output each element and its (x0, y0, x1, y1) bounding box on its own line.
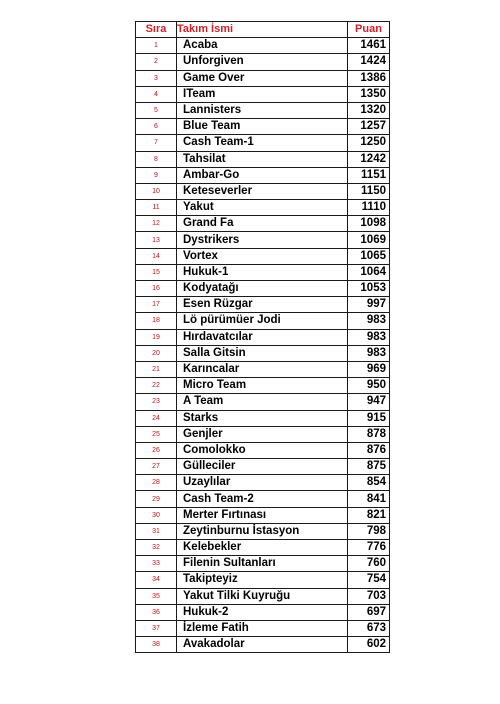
table-row (136, 281, 390, 297)
table-row (136, 588, 390, 604)
points-cell: 798 (348, 523, 390, 539)
rank-cell: 5 (136, 102, 177, 118)
rank-cell: 37 (136, 620, 177, 636)
table-row (136, 378, 390, 394)
rank-cell: 3 (136, 70, 177, 86)
rank-cell: 2 (136, 54, 177, 70)
team-name-cell: Dystrikers (177, 232, 348, 248)
points-cell: 1150 (348, 183, 390, 199)
points-cell: 1386 (348, 70, 390, 86)
team-name-cell: Filenin Sultanları (177, 556, 348, 572)
points-cell: 754 (348, 572, 390, 588)
points-cell: 1250 (348, 135, 390, 151)
points-cell: 983 (348, 345, 390, 361)
rank-cell: 26 (136, 442, 177, 458)
team-name-cell: Avakadolar (177, 637, 348, 653)
table-row (136, 264, 390, 280)
table-row (136, 459, 390, 475)
table-row (136, 248, 390, 264)
table-row (136, 70, 390, 86)
rank-cell: 19 (136, 329, 177, 345)
rank-cell: 30 (136, 507, 177, 523)
table-row (136, 216, 390, 232)
table-row (136, 394, 390, 410)
team-name-cell: Game Over (177, 70, 348, 86)
points-cell: 697 (348, 604, 390, 620)
rank-cell: 6 (136, 119, 177, 135)
points-cell: 841 (348, 491, 390, 507)
table-row (136, 410, 390, 426)
team-name-cell: Vortex (177, 248, 348, 264)
rank-cell: 31 (136, 523, 177, 539)
points-cell: 1065 (348, 248, 390, 264)
table-row (136, 119, 390, 135)
rank-cell: 10 (136, 183, 177, 199)
rank-cell: 18 (136, 313, 177, 329)
rank-cell: 24 (136, 410, 177, 426)
team-name-cell: Salla Gitsin (177, 345, 348, 361)
team-name-cell: Hukuk-2 (177, 604, 348, 620)
table-row (136, 523, 390, 539)
team-name-cell: Cash Team-1 (177, 135, 348, 151)
team-column-header: Takım İsmi (177, 22, 348, 38)
team-name-cell: Hukuk-1 (177, 264, 348, 280)
rank-cell: 36 (136, 604, 177, 620)
rank-cell: 8 (136, 151, 177, 167)
team-name-cell: Micro Team (177, 378, 348, 394)
points-cell: 1350 (348, 86, 390, 102)
points-cell: 983 (348, 329, 390, 345)
rank-cell: 34 (136, 572, 177, 588)
table-row (136, 232, 390, 248)
rank-cell: 21 (136, 361, 177, 377)
team-name-cell: Ambar-Go (177, 167, 348, 183)
rank-cell: 9 (136, 167, 177, 183)
rank-cell: 38 (136, 637, 177, 653)
table-row (136, 345, 390, 361)
standings-table (135, 21, 390, 653)
table-row (136, 86, 390, 102)
team-name-cell: Yakut Tilki Kuyruğu (177, 588, 348, 604)
team-name-cell: Karıncalar (177, 361, 348, 377)
table-row (136, 442, 390, 458)
team-name-cell: Gülleciler (177, 459, 348, 475)
rank-cell: 14 (136, 248, 177, 264)
table-row (136, 361, 390, 377)
team-name-cell: A Team (177, 394, 348, 410)
team-name-cell: Kelebekler (177, 540, 348, 556)
points-column-header: Puan (348, 22, 390, 38)
table-body (136, 38, 390, 653)
table-row (136, 556, 390, 572)
table-row (136, 604, 390, 620)
table-row (136, 135, 390, 151)
team-name-cell: Yakut (177, 200, 348, 216)
rank-cell: 7 (136, 135, 177, 151)
table-row (136, 329, 390, 345)
table-row (136, 507, 390, 523)
points-cell: 969 (348, 361, 390, 377)
team-name-cell: Comolokko (177, 442, 348, 458)
points-cell: 760 (348, 556, 390, 572)
team-name-cell: Esen Rüzgar (177, 297, 348, 313)
rank-cell: 32 (136, 540, 177, 556)
rank-cell: 13 (136, 232, 177, 248)
points-cell: 1424 (348, 54, 390, 70)
points-cell: 983 (348, 313, 390, 329)
team-name-cell: Takipteyiz (177, 572, 348, 588)
table-row (136, 297, 390, 313)
team-name-cell: Genjler (177, 426, 348, 442)
points-cell: 875 (348, 459, 390, 475)
points-cell: 1098 (348, 216, 390, 232)
team-name-cell: İzleme Fatih (177, 620, 348, 636)
points-cell: 703 (348, 588, 390, 604)
team-name-cell: Grand Fa (177, 216, 348, 232)
rank-cell: 12 (136, 216, 177, 232)
table-row (136, 183, 390, 199)
table-row (136, 620, 390, 636)
rank-cell: 29 (136, 491, 177, 507)
team-name-cell: Cash Team-2 (177, 491, 348, 507)
team-name-cell: Keteseverler (177, 183, 348, 199)
table-row (136, 54, 390, 70)
team-name-cell: Kodyatağı (177, 281, 348, 297)
table-row (136, 540, 390, 556)
points-cell: 915 (348, 410, 390, 426)
rank-cell: 20 (136, 345, 177, 361)
points-cell: 673 (348, 620, 390, 636)
table-row (136, 475, 390, 491)
table-row (136, 38, 390, 54)
team-name-cell: Lannisters (177, 102, 348, 118)
table-row (136, 572, 390, 588)
team-name-cell: ITeam (177, 86, 348, 102)
points-cell: 1151 (348, 167, 390, 183)
table-row (136, 200, 390, 216)
points-cell: 947 (348, 394, 390, 410)
rank-cell: 35 (136, 588, 177, 604)
team-name-cell: Lö pürümüer Jodi (177, 313, 348, 329)
table-row (136, 491, 390, 507)
rank-cell: 11 (136, 200, 177, 216)
team-name-cell: Blue Team (177, 119, 348, 135)
team-name-cell: Acaba (177, 38, 348, 54)
team-name-cell: Merter Fırtınası (177, 507, 348, 523)
points-cell: 1320 (348, 102, 390, 118)
rank-cell: 27 (136, 459, 177, 475)
points-cell: 1053 (348, 281, 390, 297)
team-name-cell: Unforgiven (177, 54, 348, 70)
rank-cell: 16 (136, 281, 177, 297)
table-row (136, 313, 390, 329)
table-row (136, 151, 390, 167)
team-name-cell: Starks (177, 410, 348, 426)
rank-cell: 33 (136, 556, 177, 572)
rank-cell: 17 (136, 297, 177, 313)
points-cell: 876 (348, 442, 390, 458)
points-cell: 821 (348, 507, 390, 523)
team-name-cell: Zeytinburnu İstasyon (177, 523, 348, 539)
table-row (136, 637, 390, 653)
table-row (136, 102, 390, 118)
rank-cell: 15 (136, 264, 177, 280)
points-cell: 1069 (348, 232, 390, 248)
table-header-row (136, 22, 390, 38)
points-cell: 776 (348, 540, 390, 556)
rank-cell: 28 (136, 475, 177, 491)
points-cell: 1242 (348, 151, 390, 167)
points-cell: 878 (348, 426, 390, 442)
points-cell: 950 (348, 378, 390, 394)
points-cell: 1257 (348, 119, 390, 135)
rank-cell: 1 (136, 38, 177, 54)
points-cell: 602 (348, 637, 390, 653)
points-cell: 1064 (348, 264, 390, 280)
team-name-cell: Tahsilat (177, 151, 348, 167)
rank-cell: 23 (136, 394, 177, 410)
table-row (136, 426, 390, 442)
rank-column-header: Sıra (136, 22, 177, 38)
rank-cell: 22 (136, 378, 177, 394)
rank-cell: 4 (136, 86, 177, 102)
points-cell: 997 (348, 297, 390, 313)
rank-cell: 25 (136, 426, 177, 442)
points-cell: 854 (348, 475, 390, 491)
points-cell: 1110 (348, 200, 390, 216)
team-name-cell: Hırdavatcılar (177, 329, 348, 345)
table-row (136, 167, 390, 183)
team-name-cell: Uzaylılar (177, 475, 348, 491)
points-cell: 1461 (348, 38, 390, 54)
